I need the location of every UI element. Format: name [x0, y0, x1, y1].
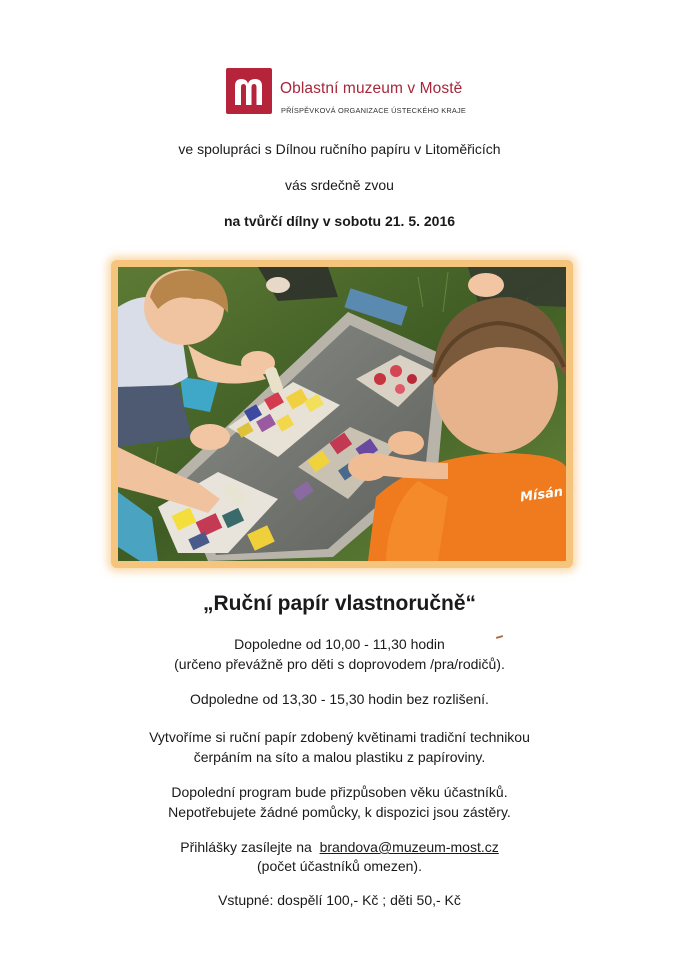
morning-note: (určeno převážně pro děti s doprovodem /pra/rodičů).	[174, 656, 505, 672]
intro-line-invite: vás srdečně zvou	[285, 177, 394, 193]
signup-line	[0, 839, 679, 855]
morning-time: Dopoledne od 10,00 - 11,30 hodin	[234, 636, 445, 652]
org-subtitle: PŘÍSPĚVKOVÁ ORGANIZACE ÚSTECKÉHO KRAJE	[281, 106, 467, 115]
org-name: Oblastní muzeum v Mostě	[280, 80, 463, 97]
afternoon-time: Odpoledne od 13,30 - 15,30 hodin bez rozlišení.	[190, 691, 489, 707]
museum-logo	[226, 68, 272, 114]
price-line: Vstupné: dospělí 100,- Kč ; děti 50,- Kč	[218, 892, 461, 908]
info-line-2: Nepotřebujete žádné pomůcky, k dispozici jsou zástěry.	[168, 804, 511, 820]
info-line-1: Dopolední program bude přizpůsoben věku účastníků.	[171, 784, 508, 800]
intro-line-date: na tvůrčí dílny v sobotu 21. 5. 2016	[223, 213, 456, 229]
email-link[interactable]: brandova@muzeum-most.cz	[319, 839, 499, 855]
description-line-2: čerpáním na síto a malou plastiku z papíroviny.	[193, 749, 486, 765]
signup-note: (počet účastníků omezen).	[257, 858, 422, 874]
logo-m-icon	[226, 68, 272, 114]
intro-line-cooperation: ve spolupráci s Dílnou ručního papíru v Litoměřicích	[178, 141, 501, 157]
event-title: „Ruční papír vlastnoručně“	[202, 592, 477, 615]
workshop-photo	[118, 267, 566, 561]
signup-prefix: Přihlášky zasílejte na	[180, 839, 312, 855]
description-line-1: Vytvoříme si ruční papír zdobený květinami tradiční technikou	[149, 729, 530, 745]
shirt-text: Mísán	[519, 484, 565, 506]
